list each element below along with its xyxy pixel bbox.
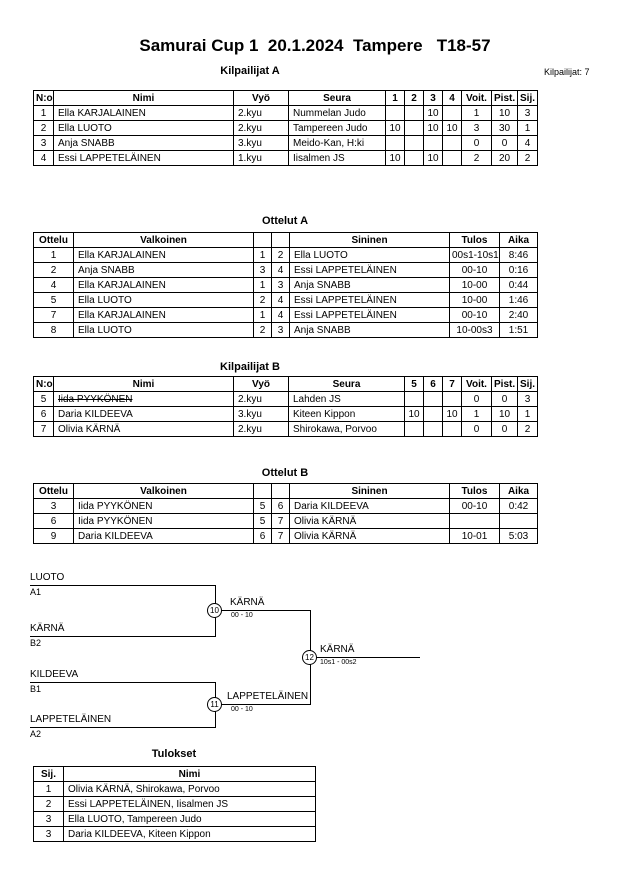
table-cell: 9: [34, 529, 74, 544]
table-cell: 5:03: [500, 529, 538, 544]
table-cell: Anja SNABB: [290, 278, 450, 293]
bracket-winner-name: LAPPETELÄINEN: [227, 691, 309, 702]
table-row: [34, 392, 538, 407]
table-cell: Lahden JS: [289, 392, 405, 407]
table-cell: 10: [492, 106, 518, 121]
table-cell: Essi LAPPETELÄINEN, Iisalmen JS: [64, 797, 316, 812]
section-title-ottelut-a: Ottelut A: [261, 215, 309, 227]
column-header: Tulos: [450, 484, 500, 499]
column-header: Pist.: [492, 91, 518, 106]
table-cell: 3: [34, 827, 64, 842]
table-cell: 5: [254, 514, 272, 529]
table-cell: [405, 392, 424, 407]
column-header: 6: [424, 377, 443, 392]
table-cell: [443, 151, 462, 166]
header-row: [34, 91, 538, 106]
column-header: [254, 484, 272, 499]
table-cell: Essi LAPPETELÄINEN: [290, 293, 450, 308]
column-header: Ottelu: [34, 233, 74, 248]
table-cell: 7: [34, 422, 54, 437]
table-cell: Iisalmen JS: [289, 151, 386, 166]
table-cell: 2: [462, 151, 492, 166]
table-cell: 5: [34, 392, 54, 407]
table-cell: Essi LAPPETELÄINEN: [54, 151, 234, 166]
table-cell: 2: [518, 151, 538, 166]
table-row: [34, 407, 538, 422]
table-cell: Kiteen Kippon: [289, 407, 405, 422]
table-cell: 3: [518, 106, 538, 121]
bracket-competitor-name: KÄRNÄ: [30, 623, 65, 634]
table-cell: [405, 136, 424, 151]
table-cell: 7: [34, 308, 74, 323]
header-row: [34, 377, 538, 392]
ottelut-b-table: [33, 483, 538, 544]
table-cell: 10: [386, 121, 405, 136]
bracket-line-slot2: [30, 636, 215, 637]
bracket-competitor-name: LUOTO: [30, 572, 65, 583]
table-cell: Daria KILDEEVA: [54, 407, 234, 422]
column-header: Vyö: [234, 377, 289, 392]
bracket-match-number: 12: [302, 650, 317, 665]
column-header: Pist.: [492, 377, 518, 392]
table-cell: Tampereen Judo: [289, 121, 386, 136]
table-cell: 2: [254, 323, 272, 338]
column-header: Aika: [500, 484, 538, 499]
column-header: Vyö: [234, 91, 289, 106]
tulokset-table: [33, 766, 316, 842]
table-cell: 1: [462, 106, 492, 121]
table-cell: [443, 392, 462, 407]
column-header: Nimi: [54, 91, 234, 106]
table-row: [34, 514, 538, 529]
table-cell: [405, 422, 424, 437]
table-cell: 6: [34, 407, 54, 422]
table-cell: 0:42: [500, 499, 538, 514]
section-title-kilpailijat-a: Kilpailijat A: [220, 65, 280, 77]
table-row: [34, 278, 538, 293]
table-cell: 3.kyu: [234, 136, 289, 151]
table-row: [34, 293, 538, 308]
column-header: 7: [443, 377, 462, 392]
column-header: Sininen: [290, 233, 450, 248]
table-cell: Meido-Kan, H:ki: [289, 136, 386, 151]
column-header: 1: [386, 91, 405, 106]
table-cell: 3.kyu: [234, 407, 289, 422]
table-row: [34, 499, 538, 514]
table-cell: 0: [492, 392, 518, 407]
bracket-match-number: 11: [207, 697, 222, 712]
table-cell: [443, 422, 462, 437]
table-cell: 2:40: [500, 308, 538, 323]
table-cell: Ella LUOTO: [74, 293, 254, 308]
table-row: [34, 151, 538, 166]
kilpailijat-a-table: [33, 90, 538, 166]
table-cell: 7: [272, 514, 290, 529]
bracket-winner-line-final: [310, 657, 420, 658]
table-cell: 1:46: [500, 293, 538, 308]
column-header: Valkoinen: [74, 233, 254, 248]
table-cell: 1: [34, 248, 74, 263]
table-cell: Ella LUOTO: [290, 248, 450, 263]
table-cell: 6: [254, 529, 272, 544]
table-cell: [424, 136, 443, 151]
table-cell: [443, 136, 462, 151]
table-cell: 10-00: [450, 293, 500, 308]
column-header: Sij.: [518, 377, 538, 392]
table-cell: 10-01: [450, 529, 500, 544]
table-cell: 2: [254, 293, 272, 308]
table-cell: 4: [34, 151, 54, 166]
table-row: [34, 308, 538, 323]
bracket-match-score: 00 - 10: [231, 706, 253, 713]
table-cell: Ella LUOTO: [54, 121, 234, 136]
table-cell: Daria KILDEEVA: [290, 499, 450, 514]
column-header: Valkoinen: [74, 484, 254, 499]
table-row: [34, 782, 316, 797]
column-header: Tulos: [450, 233, 500, 248]
table-cell: 10: [405, 407, 424, 422]
table-cell: 10-00s3: [450, 323, 500, 338]
table-cell: 4: [272, 263, 290, 278]
ottelut-a-table: [33, 232, 538, 338]
table-cell: 2: [34, 263, 74, 278]
table-cell: Essi LAPPETELÄINEN: [290, 263, 450, 278]
table-cell: 0: [492, 422, 518, 437]
kilpailijat-b-table: [33, 376, 538, 437]
table-cell: 2.kyu: [234, 106, 289, 121]
column-header: [272, 484, 290, 499]
table-cell: 3: [518, 392, 538, 407]
table-cell: 1: [518, 407, 538, 422]
table-cell: 0: [492, 136, 518, 151]
column-header: Sij.: [34, 767, 64, 782]
table-cell: 1: [254, 278, 272, 293]
table-cell: 1: [518, 121, 538, 136]
table-cell: Iida PYYKÖNEN: [54, 392, 234, 407]
bracket-seed-label: A1: [30, 587, 42, 597]
table-cell: Daria KILDEEVA: [74, 529, 254, 544]
table-cell: 00-10: [450, 263, 500, 278]
table-cell: 0: [462, 422, 492, 437]
table-row: [34, 422, 538, 437]
table-cell: 5: [34, 293, 74, 308]
table-cell: 00-10: [450, 499, 500, 514]
table-cell: Anja SNABB: [74, 263, 254, 278]
table-cell: 4: [272, 293, 290, 308]
table-cell: 0:44: [500, 278, 538, 293]
table-row: [34, 106, 538, 121]
column-header: Seura: [289, 377, 405, 392]
table-cell: Olivia KÄRNÄ, Shirokawa, Porvoo: [64, 782, 316, 797]
table-cell: Anja SNABB: [290, 323, 450, 338]
table-cell: 2.kyu: [234, 392, 289, 407]
table-row: [34, 529, 538, 544]
table-cell: 3: [272, 278, 290, 293]
bracket-line-slot3: [30, 682, 215, 683]
table-cell: [450, 514, 500, 529]
section-title-tulokset: Tulokset: [151, 748, 197, 760]
table-cell: Ella KARJALAINEN: [74, 248, 254, 263]
table-cell: 6: [272, 499, 290, 514]
column-header: Aika: [500, 233, 538, 248]
table-cell: Olivia KÄRNÄ: [290, 514, 450, 529]
table-cell: [424, 392, 443, 407]
bracket-match-score: 10s1 - 00s2: [320, 659, 357, 666]
table-cell: 4: [34, 278, 74, 293]
bracket-winner-name: KÄRNÄ: [320, 644, 355, 655]
header-row: [34, 233, 538, 248]
table-cell: 30: [492, 121, 518, 136]
table-cell: 1: [254, 248, 272, 263]
table-cell: [405, 151, 424, 166]
table-cell: 6: [34, 514, 74, 529]
table-cell: 00-10: [450, 308, 500, 323]
table-cell: 2.kyu: [234, 422, 289, 437]
section-title-ottelut-b: Ottelut B: [261, 467, 309, 479]
column-header: N:o: [34, 377, 54, 392]
table-row: [34, 263, 538, 278]
bracket-seed-label: B1: [30, 684, 42, 694]
table-cell: 4: [272, 308, 290, 323]
table-cell: 5: [254, 499, 272, 514]
table-cell: 3: [34, 136, 54, 151]
table-cell: 10: [424, 106, 443, 121]
table-cell: 10: [443, 407, 462, 422]
table-row: [34, 323, 538, 338]
table-cell: 1: [34, 782, 64, 797]
table-cell: 3: [34, 812, 64, 827]
bracket-match-number: 10: [207, 603, 222, 618]
column-header: Ottelu: [34, 484, 74, 499]
header-row: [34, 484, 538, 499]
table-cell: Ella KARJALAINEN: [74, 278, 254, 293]
table-cell: 10: [386, 151, 405, 166]
table-cell: 10: [492, 407, 518, 422]
table-cell: 4: [518, 136, 538, 151]
competitors-count: Kilpailijat: 7: [544, 67, 590, 77]
table-cell: 00s1-10s1: [450, 248, 500, 263]
table-cell: Ella LUOTO, Tampereen Judo: [64, 812, 316, 827]
bracket-winner-name: KÄRNÄ: [230, 597, 265, 608]
table-cell: 10: [424, 151, 443, 166]
column-header: 5: [405, 377, 424, 392]
page-title: Samurai Cup 1 20.1.2024 Tampere T18-57: [139, 36, 491, 55]
table-cell: Shirokawa, Porvoo: [289, 422, 405, 437]
table-cell: Ella KARJALAINEN: [74, 308, 254, 323]
column-header: Nimi: [64, 767, 316, 782]
table-cell: Daria KILDEEVA, Kiteen Kippon: [64, 827, 316, 842]
table-cell: 1:51: [500, 323, 538, 338]
column-header: N:o: [34, 91, 54, 106]
table-cell: 1: [254, 308, 272, 323]
table-cell: 8:46: [500, 248, 538, 263]
table-cell: [405, 106, 424, 121]
table-cell: 20: [492, 151, 518, 166]
column-header: 3: [424, 91, 443, 106]
column-header: Nimi: [54, 377, 234, 392]
table-cell: Iida PYYKÖNEN: [74, 514, 254, 529]
table-cell: Anja SNABB: [54, 136, 234, 151]
table-cell: 0: [462, 136, 492, 151]
column-header: Sininen: [290, 484, 450, 499]
table-cell: 2: [272, 248, 290, 263]
table-cell: 10-00: [450, 278, 500, 293]
column-header: Voit.: [462, 377, 492, 392]
table-row: [34, 121, 538, 136]
table-cell: 2: [34, 121, 54, 136]
column-header: [272, 233, 290, 248]
table-cell: 3: [254, 263, 272, 278]
table-cell: 10: [424, 121, 443, 136]
table-row: [34, 136, 538, 151]
column-header: 4: [443, 91, 462, 106]
column-header: [254, 233, 272, 248]
table-row: [34, 248, 538, 263]
table-cell: Olivia KÄRNÄ: [290, 529, 450, 544]
table-row: [34, 797, 316, 812]
column-header: Voit.: [462, 91, 492, 106]
table-cell: 1.kyu: [234, 151, 289, 166]
table-cell: Essi LAPPETELÄINEN: [290, 308, 450, 323]
table-cell: 10: [443, 121, 462, 136]
bracket-competitor-name: KILDEEVA: [30, 669, 79, 680]
table-cell: Nummelan Judo: [289, 106, 386, 121]
table-row: [34, 827, 316, 842]
header-row: [34, 767, 316, 782]
table-cell: [386, 106, 405, 121]
bracket-seed-label: A2: [30, 729, 42, 739]
column-header: Sij.: [518, 91, 538, 106]
table-cell: 7: [272, 529, 290, 544]
bracket-winner-line-semifinal2: [215, 704, 310, 705]
table-cell: 8: [34, 323, 74, 338]
section-title-kilpailijat-b: Kilpailijat B: [220, 361, 280, 373]
column-header: 2: [405, 91, 424, 106]
table-cell: Ella KARJALAINEN: [54, 106, 234, 121]
bracket-seed-label: B2: [30, 638, 42, 648]
table-cell: [500, 514, 538, 529]
table-cell: 2: [518, 422, 538, 437]
bracket-line-slot4: [30, 727, 215, 728]
table-cell: 2: [34, 797, 64, 812]
table-cell: [424, 422, 443, 437]
bracket-line-slot1: [30, 585, 215, 586]
table-cell: Ella LUOTO: [74, 323, 254, 338]
bracket-match-score: 00 - 10: [231, 612, 253, 619]
table-cell: 0:16: [500, 263, 538, 278]
table-cell: 0: [462, 392, 492, 407]
table-cell: [424, 407, 443, 422]
table-cell: 3: [272, 323, 290, 338]
table-cell: Olivia KÄRNÄ: [54, 422, 234, 437]
table-cell: 2.kyu: [234, 121, 289, 136]
table-cell: 1: [34, 106, 54, 121]
table-cell: [405, 121, 424, 136]
table-cell: 3: [34, 499, 74, 514]
table-row: [34, 812, 316, 827]
column-header: Seura: [289, 91, 386, 106]
table-cell: [443, 106, 462, 121]
table-cell: 1: [462, 407, 492, 422]
table-cell: [386, 136, 405, 151]
bracket-winner-line-semifinal1: [215, 610, 310, 611]
bracket-competitor-name: LAPPETELÄINEN: [30, 714, 112, 725]
table-cell: 3: [462, 121, 492, 136]
table-cell: Iida PYYKÖNEN: [74, 499, 254, 514]
